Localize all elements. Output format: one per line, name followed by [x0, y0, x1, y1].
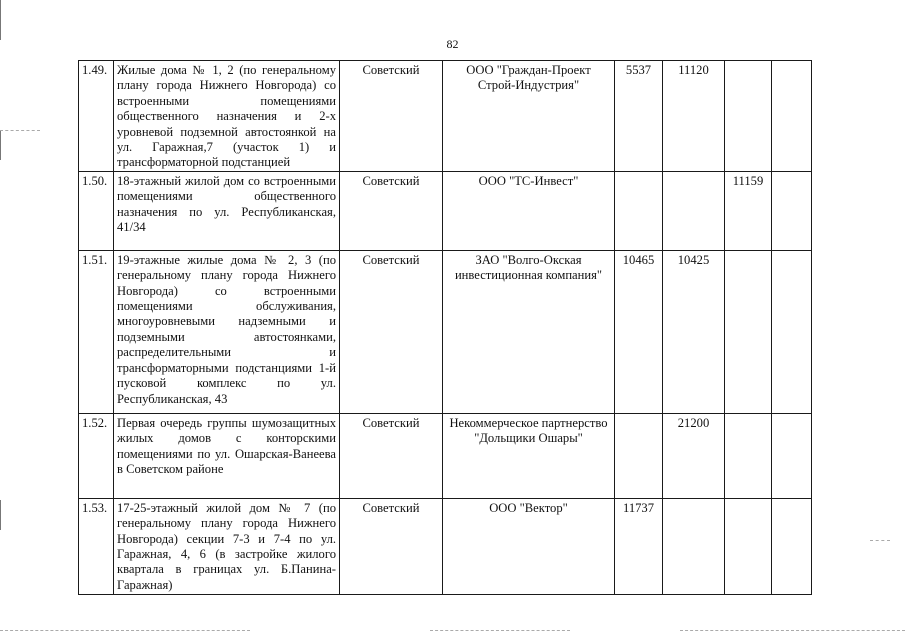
object-description-cell: 18-этажный жилой дом со встроенными помещениями общественного назначения по ул. Республиканская, 41/34: [114, 171, 340, 250]
district-cell: Советский: [340, 250, 443, 413]
value-cell-2: 10425: [663, 250, 725, 413]
scan-artifact-line: [0, 130, 40, 131]
organization-cell: ООО "ТС-Инвест": [443, 171, 615, 250]
value-cell-4: [772, 498, 812, 594]
scan-artifact-line: [680, 630, 905, 631]
value-cell-3: [725, 498, 772, 594]
value-cell-2: [663, 498, 725, 594]
scan-edge-mark: [0, 0, 4, 40]
value-cell-3: 11159: [725, 171, 772, 250]
value-cell-3: [725, 413, 772, 498]
table-row: [79, 498, 812, 594]
scan-artifact-line: [430, 630, 570, 631]
page-number: 82: [446, 37, 459, 51]
district-cell: Советский: [340, 498, 443, 594]
table-row: [79, 413, 812, 498]
organization-cell: Некоммерческое партнерство "Дольщики Ошары": [443, 413, 615, 498]
value-cell-1: 10465: [615, 250, 663, 413]
row-number-cell: 1.53.: [79, 498, 114, 594]
row-number-cell: 1.52.: [79, 413, 114, 498]
scan-artifact-line: [0, 630, 250, 631]
value-cell-2: 11120: [663, 61, 725, 172]
row-number-cell: 1.51.: [79, 250, 114, 413]
value-cell-1: 11737: [615, 498, 663, 594]
organization-cell: ЗАО "Волго-Окская инвестиционная компания": [443, 250, 615, 413]
value-cell-1: [615, 171, 663, 250]
value-cell-1: [615, 413, 663, 498]
value-cell-4: [772, 250, 812, 413]
object-description-cell: 17-25-этажный жилой дом № 7 (по генеральному плану города Нижнего Новгорода) секции 7-3 и 7-4 по ул. Гаражная, 4, 6 (в застройке жилого квартала в границах ул. Б.Панина-Гаражная): [114, 498, 340, 594]
construction-registry-table: [78, 60, 812, 595]
value-cell-1: 5537: [615, 61, 663, 172]
value-cell-2: 21200: [663, 413, 725, 498]
organization-cell: ООО "Вектор": [443, 498, 615, 594]
district-cell: Советский: [340, 413, 443, 498]
organization-cell: ООО "Граждан-Проект Строй-Индустрия": [443, 61, 615, 172]
value-cell-2: [663, 171, 725, 250]
table-row: [79, 171, 812, 250]
object-description-cell: Первая очередь группы шумозащитных жилых домов с конторскими помещениями по ул. Ошарская-Ванеева в Советском районе: [114, 413, 340, 498]
district-cell: Советский: [340, 61, 443, 172]
object-description-cell: Жилые дома № 1, 2 (по генеральному плану города Нижнего Новгорода) со встроенными помещениями общественного назначения и 2-х уровневой подземной автостоянкой на ул. Гаражная,7 (участок 1) и трансформаторной подстанцией: [114, 61, 340, 172]
scan-edge-mark: [0, 130, 4, 160]
row-number-cell: 1.50.: [79, 171, 114, 250]
table-row: [79, 250, 812, 413]
value-cell-3: [725, 61, 772, 172]
value-cell-4: [772, 61, 812, 172]
scan-artifact-line: [870, 540, 890, 541]
object-description-cell: 19-этажные жилые дома № 2, 3 (по генеральному плану города Нижнего Новгорода) со встроенными помещениями обслуживания, многоуровневыми надземными и подземными автостоянками, распределительными и трансформаторными подстанциями 1-й пусковой комплекс по ул. Республиканская, 43: [114, 250, 340, 413]
value-cell-3: [725, 250, 772, 413]
scan-edge-mark: [0, 500, 4, 530]
value-cell-4: [772, 171, 812, 250]
row-number-cell: 1.49.: [79, 61, 114, 172]
district-cell: Советский: [340, 171, 443, 250]
table-row: [79, 61, 812, 172]
value-cell-4: [772, 413, 812, 498]
